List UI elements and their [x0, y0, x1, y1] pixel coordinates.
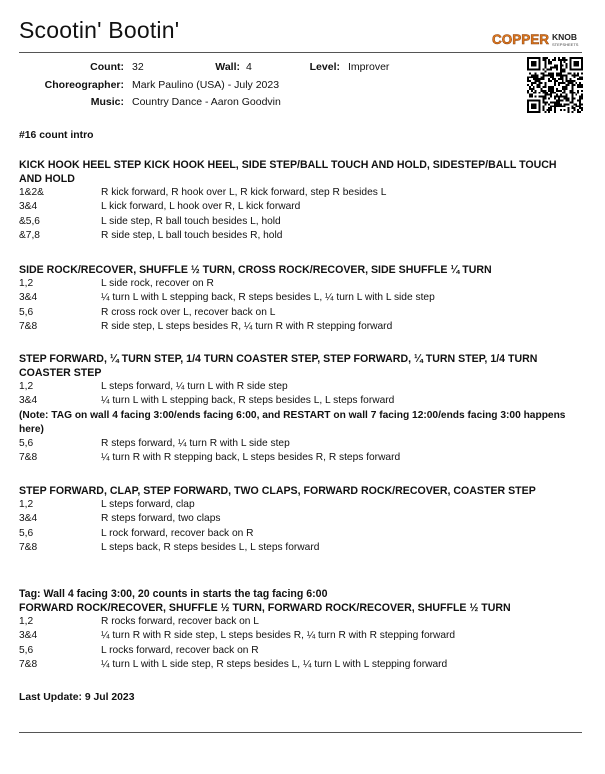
count-value: 32 [132, 61, 144, 73]
level-value: Improver [348, 61, 390, 73]
step-row [19, 498, 579, 512]
step-row [19, 541, 579, 555]
section-title: STEP FORWARD, CLAP, STEP FORWARD, TWO CLAPS, FORWARD ROCK/RECOVER, COASTER STEP [19, 485, 536, 497]
intro-note: #16 count intro [19, 130, 94, 141]
step-row [19, 200, 579, 214]
step-description: L kick forward, L hook over R, L kick forward [101, 201, 301, 213]
step-row [19, 512, 579, 526]
section-title: KICK HOOK HEEL STEP KICK HOOK HEEL, SIDE STEP/BALL TOUCH AND HOLD, SIDESTEP/BALL TOUCH AND HOLD [19, 159, 557, 185]
step-row [19, 306, 579, 320]
step-description: R side step, L steps besides R, ¼ turn R with R stepping forward [101, 320, 393, 332]
step-count: 7&8 [19, 658, 38, 670]
copperknob-logo [490, 30, 586, 48]
step-description: L steps forward, ¼ turn L with R side step [101, 381, 288, 392]
step-description: L side step, R ball touch besides L, hold [101, 215, 281, 227]
step-description: R cross rock over L, recover back on L [101, 306, 276, 318]
step-row [19, 186, 579, 200]
step-count: &5,6 [19, 215, 40, 227]
svg-text:COPPER: COPPER [492, 32, 550, 47]
step-description: R steps forward, two claps [101, 513, 221, 525]
step-row [19, 527, 579, 541]
dance-title: Scootin' Bootin' [19, 17, 180, 43]
step-count: 5,6 [19, 306, 34, 318]
svg-text:KNOB: KNOB [552, 32, 578, 42]
section-2 [19, 263, 579, 334]
step-description: ¼ turn L with L side step, R steps besides L, ¼ turn L with L stepping forward [101, 658, 448, 670]
step-row [19, 615, 579, 629]
music-label: Music: [90, 96, 124, 108]
step-description: L rocks forward, recover back on R [101, 644, 259, 656]
step-row [19, 629, 579, 643]
step-description: R kick forward, R hook over L, R kick forward, step R besides L [101, 187, 387, 198]
step-count: 7&8 [19, 320, 38, 332]
step-description: ¼ turn L with L stepping back, R steps besides L, L steps forward [101, 395, 395, 407]
step-description: R rocks forward, recover back on L [101, 616, 259, 627]
step-count: 3&4 [19, 630, 38, 642]
step-count: 5,6 [19, 644, 34, 656]
step-count: 7&8 [19, 451, 38, 463]
step-description: R steps forward, ¼ turn R with L side step [101, 437, 290, 449]
section-title: FORWARD ROCK/RECOVER, SHUFFLE ½ TURN, FORWARD ROCK/RECOVER, SHUFFLE ½ TURN [19, 602, 511, 614]
step-row [19, 277, 579, 291]
step-count: 1,2 [19, 278, 34, 289]
step-description: ¼ turn R with R side step, L steps besides R, ¼ turn R with R stepping forward [101, 630, 456, 642]
step-count: 3&4 [19, 201, 38, 213]
step-row [19, 644, 579, 658]
step-row [19, 658, 579, 672]
step-count: 1&2& [19, 187, 44, 198]
section-4 [19, 484, 579, 555]
step-row [19, 229, 579, 243]
step-count: 5,6 [19, 437, 34, 449]
section-1 [19, 158, 579, 243]
step-count: 7&8 [19, 541, 38, 553]
section-title: SIDE ROCK/RECOVER, SHUFFLE ½ TURN, CROSS ROCK/RECOVER, SIDE SHUFFLE ¼ TURN [19, 264, 492, 276]
step-row [19, 394, 579, 408]
step-description: ¼ turn L with L stepping back, R steps besides L, ¼ turn L with L side step [101, 292, 435, 304]
step-row [19, 215, 579, 229]
step-row [19, 451, 579, 465]
step-count: 3&4 [19, 395, 38, 407]
wall-value: 4 [246, 61, 252, 73]
section-title: STEP FORWARD, ¼ TURN STEP, 1/4 TURN COASTER STEP, STEP FORWARD, ¼ TURN STEP, 1/4 TURN COASTER STEP [19, 353, 538, 379]
step-count: 1,2 [19, 616, 34, 627]
step-description: L steps forward, clap [101, 499, 195, 510]
tag-section [19, 587, 579, 672]
step-row [19, 320, 579, 334]
step-count: &7,8 [19, 229, 40, 241]
tag-restart-note: (Note: TAG on wall 4 facing 3:00/ends facing 6:00, and RESTART on wall 7 facing 12:00/ends facing 3:00 happens here) [19, 409, 566, 435]
qr-code[interactable] [527, 57, 583, 113]
step-description: ¼ turn R with R stepping back, L steps besides R, R steps forward [101, 451, 401, 463]
step-row [19, 380, 579, 394]
step-row [19, 291, 579, 305]
step-row [19, 437, 579, 451]
step-count: 1,2 [19, 499, 34, 510]
svg-text:STEPSHEETS: STEPSHEETS [552, 42, 579, 47]
tag-intro: Tag: Wall 4 facing 3:00, 20 counts in starts the tag facing 6:00 [19, 588, 328, 600]
step-description: L side rock, recover on R [101, 278, 214, 289]
step-count: 5,6 [19, 527, 34, 539]
music-value: Country Dance - Aaron Goodvin [132, 96, 281, 108]
choreographer-value: Mark Paulino (USA) - July 2023 [132, 79, 280, 91]
level-label: Level: [309, 61, 340, 73]
step-count: 3&4 [19, 292, 38, 304]
section-3 [19, 352, 579, 465]
header-divider [19, 52, 582, 53]
step-description: L steps back, R steps besides L, L steps forward [101, 541, 320, 553]
choreographer-label: Choreographer: [44, 79, 124, 91]
step-description: R side step, L ball touch besides R, hold [101, 229, 283, 241]
count-label: Count: [90, 61, 124, 73]
footer-divider [19, 732, 582, 733]
wall-label: Wall: [215, 61, 240, 73]
last-update: Last Update: 9 Jul 2023 [19, 692, 135, 703]
step-description: L rock forward, recover back on R [101, 527, 254, 539]
step-count: 1,2 [19, 381, 34, 392]
step-count: 3&4 [19, 513, 38, 525]
